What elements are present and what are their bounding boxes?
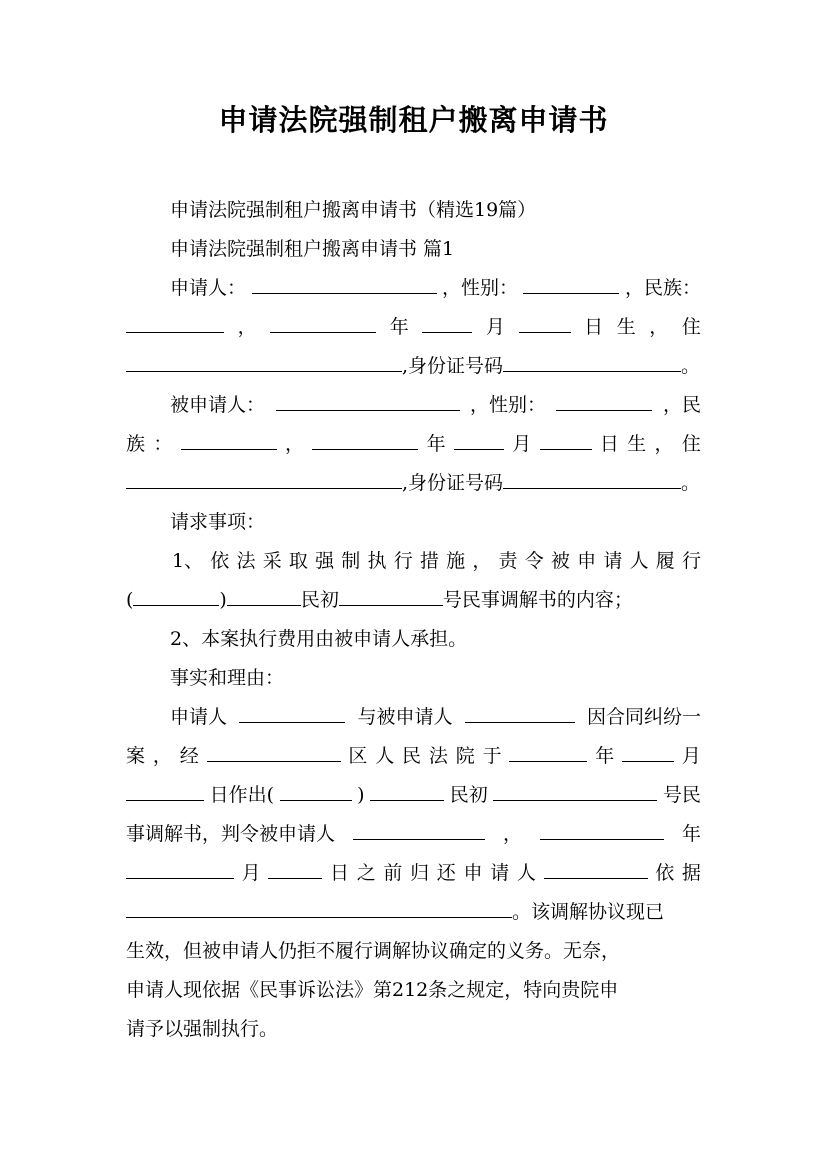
blank-field[interactable] xyxy=(503,349,681,372)
text: 事实和理由： xyxy=(170,667,285,689)
facts-line-5 xyxy=(126,853,701,893)
blank-field[interactable] xyxy=(353,817,485,840)
blank-field[interactable] xyxy=(126,310,224,333)
blank-field[interactable] xyxy=(227,583,301,606)
text: ( xyxy=(126,589,134,611)
text: ， xyxy=(237,316,257,338)
text: 。 xyxy=(681,472,701,494)
text: 申请人： xyxy=(170,277,247,299)
blank-field[interactable] xyxy=(540,427,592,450)
blank-field[interactable] xyxy=(133,583,219,606)
text: 民初 xyxy=(449,784,488,806)
request-item-2 xyxy=(170,619,701,659)
text: 年 xyxy=(426,433,446,455)
blank-field[interactable] xyxy=(544,856,648,879)
text: 申请法院强制租户搬离申请书（精选19篇） xyxy=(170,199,537,221)
facts-line-1 xyxy=(170,697,701,737)
request-item-1-cont xyxy=(126,580,701,620)
text: ， xyxy=(152,745,172,767)
text: 事调解书，判令被申请人 xyxy=(126,823,336,845)
text: 院 xyxy=(455,745,475,767)
text: 日作出( xyxy=(209,784,274,806)
text: 申 xyxy=(463,862,483,884)
blank-field[interactable] xyxy=(519,310,571,333)
blank-field[interactable] xyxy=(339,583,443,606)
facts-line-6 xyxy=(126,892,701,932)
text: 因合同纠纷一 xyxy=(586,706,701,728)
text: 。 xyxy=(681,355,701,377)
blank-field[interactable] xyxy=(126,895,512,918)
text: 还 xyxy=(436,862,456,884)
text: 取 xyxy=(288,550,308,572)
respondent-line xyxy=(170,385,701,425)
applicant-line xyxy=(170,268,701,308)
text: 年 xyxy=(681,823,701,845)
text: 号民 xyxy=(662,784,701,806)
facts-heading xyxy=(170,658,701,698)
subtitle-line xyxy=(170,190,701,230)
text: 采 xyxy=(262,550,282,572)
text: 施 xyxy=(446,550,466,572)
text: 年 xyxy=(389,316,409,338)
text: 依 xyxy=(210,550,230,572)
text: 据 xyxy=(681,862,701,884)
text: 申请法院强制租户搬离申请书 篇1 xyxy=(170,238,455,260)
text: 区 xyxy=(348,745,368,767)
text: 日 xyxy=(599,433,619,455)
text: ， xyxy=(502,823,522,845)
text: ， xyxy=(654,433,674,455)
blank-field[interactable] xyxy=(540,817,664,840)
text: ， xyxy=(284,433,304,455)
blank-field[interactable] xyxy=(276,388,460,411)
text: 前 xyxy=(383,862,403,884)
blank-field[interactable] xyxy=(181,427,277,450)
text: 2、本案执行费用由被申请人承担。 xyxy=(170,628,468,650)
text: 于 xyxy=(482,745,502,767)
blank-field[interactable] xyxy=(509,739,587,762)
blank-field[interactable] xyxy=(556,388,652,411)
text: 经 xyxy=(179,745,199,767)
text: 月 xyxy=(681,745,701,767)
text: 生效，但被申请人仍拒不履行调解协议确定的义务。无奈， xyxy=(126,940,621,962)
blank-field[interactable] xyxy=(126,466,402,489)
requests-heading xyxy=(170,502,701,542)
text: 族 xyxy=(126,433,146,455)
request-item-1 xyxy=(172,541,701,581)
blank-field[interactable] xyxy=(422,310,472,333)
text: 月 xyxy=(241,862,261,884)
blank-field[interactable] xyxy=(252,271,437,294)
text: 案 xyxy=(126,745,146,767)
text: ： xyxy=(153,433,173,455)
text: ,身份证号码 xyxy=(402,355,504,377)
blank-field[interactable] xyxy=(493,778,657,801)
text: 生 xyxy=(627,433,647,455)
text: 生 xyxy=(616,316,636,338)
blank-field[interactable] xyxy=(523,271,619,294)
text: 之 xyxy=(356,862,376,884)
facts-line-9 xyxy=(126,1009,701,1049)
blank-field[interactable] xyxy=(126,778,204,801)
text: 请予以强制执行。 xyxy=(126,1018,279,1040)
blank-field[interactable] xyxy=(622,739,674,762)
blank-field[interactable] xyxy=(465,700,575,723)
text: 。该调解协议现已 xyxy=(512,901,665,923)
text: 月 xyxy=(485,316,505,338)
text: 人 xyxy=(629,550,649,572)
applicant-id-line xyxy=(126,346,701,386)
text: 住 xyxy=(681,433,701,455)
text: 制 xyxy=(341,550,361,572)
text: 住 xyxy=(681,316,701,338)
text: 日 xyxy=(584,316,604,338)
text: 法 xyxy=(236,550,256,572)
text: 申 xyxy=(577,550,597,572)
text: 行 xyxy=(681,550,701,572)
text: 依 xyxy=(655,862,675,884)
text: 人 xyxy=(516,862,536,884)
text: 措 xyxy=(419,550,439,572)
text: ， xyxy=(472,550,492,572)
blank-field[interactable] xyxy=(270,310,376,333)
blank-field[interactable] xyxy=(126,856,234,879)
text: 民初 xyxy=(300,589,339,611)
facts-line-8 xyxy=(126,970,701,1010)
blank-field[interactable] xyxy=(239,700,345,723)
text: 履 xyxy=(655,550,675,572)
text: 被申请人： xyxy=(170,394,266,416)
text: ， xyxy=(649,316,669,338)
text: ，性别： xyxy=(469,394,546,416)
blank-field[interactable] xyxy=(280,778,352,801)
facts-line-7 xyxy=(126,931,701,971)
text: 令 xyxy=(524,550,544,572)
blank-field[interactable] xyxy=(370,778,444,801)
text: 人 xyxy=(375,745,395,767)
text: 请求事项： xyxy=(170,511,266,533)
text: 法 xyxy=(428,745,448,767)
blank-field[interactable] xyxy=(503,466,681,489)
facts-line-2 xyxy=(126,736,701,776)
text: 1、 xyxy=(172,550,204,572)
text: 民 xyxy=(402,745,422,767)
text: 责 xyxy=(498,550,518,572)
applicant-line-2 xyxy=(126,307,701,347)
text: 请 xyxy=(490,862,510,884)
respondent-line-2 xyxy=(126,424,701,464)
text: ，民族： xyxy=(624,277,701,299)
respondent-id-line xyxy=(126,463,701,503)
text: 归 xyxy=(410,862,430,884)
text: 申请人 xyxy=(170,706,228,728)
text: 请 xyxy=(603,550,623,572)
text: 日 xyxy=(330,862,350,884)
facts-line-3 xyxy=(126,775,701,815)
text: ) xyxy=(219,589,227,611)
blank-field[interactable] xyxy=(207,739,341,762)
text: 申请人现依据《民事诉讼法》第212条之规定，特向贵院申 xyxy=(126,979,619,1001)
text: 与被申请人 xyxy=(357,706,453,728)
text: 被 xyxy=(550,550,570,572)
text: 年 xyxy=(595,745,615,767)
blank-field[interactable] xyxy=(126,349,402,372)
text: ，性别： xyxy=(441,277,518,299)
blank-field[interactable] xyxy=(454,427,504,450)
text: 号民事调解书的内容； xyxy=(442,589,633,611)
text: 执 xyxy=(367,550,387,572)
blank-field[interactable] xyxy=(268,856,322,879)
blank-field[interactable] xyxy=(312,427,418,450)
text: 强 xyxy=(315,550,335,572)
text: ,身份证号码 xyxy=(402,472,504,494)
section-heading xyxy=(170,229,701,269)
document-title: 申请法院强制租户搬离申请书 xyxy=(218,103,609,137)
text: ) xyxy=(357,784,365,806)
text: 行 xyxy=(393,550,413,572)
text: 月 xyxy=(512,433,532,455)
text: ，民 xyxy=(662,394,701,416)
facts-line-4 xyxy=(126,814,701,854)
